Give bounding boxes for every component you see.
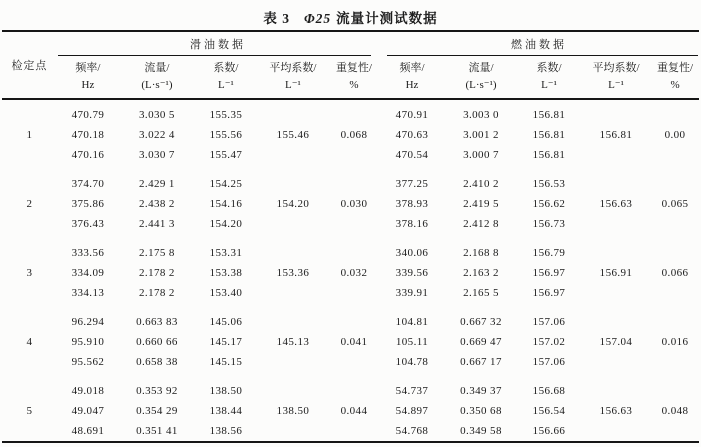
cell-oil-avg — [257, 303, 329, 332]
cell-oil-freq: 375.86 — [71, 198, 105, 210]
cell-oil-avg: 145.13 — [276, 336, 310, 348]
cell-fuel-coef: 156.81 — [532, 149, 566, 161]
cell-fuel-freq: 54.897 — [395, 405, 429, 417]
cell-fuel-avg — [581, 165, 651, 194]
cell-oil-avg: 155.46 — [276, 129, 310, 141]
cell-oil-coef: 138.50 — [209, 385, 243, 397]
col-label: 频率/ — [75, 61, 101, 74]
cell-point — [2, 283, 57, 303]
cell-fuel-coef: 157.06 — [532, 316, 566, 328]
table-row — [2, 401, 699, 421]
table-row — [2, 194, 699, 214]
cell-oil-coef: 154.20 — [209, 218, 243, 230]
col-header-fuel-flow — [445, 56, 517, 99]
cell-fuel-flow: 2.412 8 — [463, 218, 499, 230]
cell-oil-freq: 376.43 — [71, 218, 105, 230]
table-row — [2, 99, 699, 125]
cell-oil-rep: 0.041 — [340, 336, 368, 348]
cell-fuel-freq: 104.78 — [395, 356, 429, 368]
col-header-oil-freq — [57, 56, 119, 99]
cell-point: 3 — [26, 267, 33, 279]
col-unit: L⁻¹ — [285, 79, 301, 91]
table-row — [2, 263, 699, 283]
table-row — [2, 352, 699, 372]
cell-oil-freq: 374.70 — [71, 178, 105, 190]
cell-oil-freq: 333.56 — [71, 247, 105, 259]
col-header-point: 检定点 — [2, 31, 57, 99]
cell-fuel-avg: 156.81 — [599, 129, 633, 141]
cell-fuel-flow: 0.349 58 — [460, 425, 502, 437]
table-row — [2, 214, 699, 234]
cell-oil-coef: 138.56 — [209, 425, 243, 437]
cell-oil-avg — [257, 165, 329, 194]
cell-fuel-avg — [581, 99, 651, 125]
cell-oil-rep — [329, 145, 379, 165]
table-row — [2, 165, 699, 194]
cell-fuel-rep — [651, 303, 699, 332]
cell-fuel-rep — [651, 283, 699, 303]
cell-fuel-rep — [651, 352, 699, 372]
cell-point — [2, 303, 57, 332]
col-label: 重复性/ — [335, 61, 372, 74]
cell-point: 1 — [26, 129, 33, 141]
cell-fuel-freq: 378.16 — [395, 218, 429, 230]
cell-oil-flow: 0.663 83 — [136, 316, 178, 328]
cell-fuel-flow: 2.163 2 — [463, 267, 499, 279]
cell-oil-freq: 95.562 — [71, 356, 105, 368]
table-row — [2, 125, 699, 145]
cell-oil-flow: 2.178 2 — [139, 267, 175, 279]
cell-point: 5 — [26, 405, 33, 417]
table-row — [2, 372, 699, 401]
cell-fuel-avg: 156.63 — [599, 405, 633, 417]
table-number: 表 3 — [263, 11, 290, 26]
cell-fuel-rep: 0.066 — [661, 267, 689, 279]
cell-fuel-freq: 340.06 — [395, 247, 429, 259]
cell-fuel-freq: 378.93 — [395, 198, 429, 210]
cell-oil-coef: 145.17 — [209, 336, 243, 348]
cell-fuel-coef: 156.81 — [532, 129, 566, 141]
cell-point: 4 — [26, 336, 33, 348]
col-unit: (L·s⁻¹) — [141, 79, 173, 91]
col-label: 流量/ — [144, 61, 170, 74]
cell-oil-rep — [329, 214, 379, 234]
cell-fuel-flow: 3.003 0 — [463, 109, 499, 121]
cell-oil-avg — [257, 214, 329, 234]
column-header-row — [2, 56, 699, 99]
cell-oil-coef: 153.38 — [209, 267, 243, 279]
cell-point — [2, 352, 57, 372]
cell-oil-flow: 2.175 8 — [139, 247, 175, 259]
cell-oil-flow: 2.438 2 — [139, 198, 175, 210]
col-label: 频率/ — [399, 61, 425, 74]
col-header-oil-flow — [119, 56, 195, 99]
cell-point — [2, 214, 57, 234]
col-unit: % — [670, 79, 680, 91]
col-label: 重复性/ — [657, 61, 694, 74]
cell-fuel-coef: 156.68 — [532, 385, 566, 397]
cell-point — [2, 99, 57, 125]
cell-oil-coef: 155.56 — [209, 129, 243, 141]
cell-oil-flow: 0.353 92 — [136, 385, 178, 397]
cell-oil-avg: 138.50 — [276, 405, 310, 417]
cell-fuel-freq: 104.81 — [395, 316, 429, 328]
cell-fuel-freq: 470.63 — [395, 129, 429, 141]
cell-fuel-flow: 2.168 8 — [463, 247, 499, 259]
cell-oil-flow: 0.660 66 — [136, 336, 178, 348]
cell-fuel-avg — [581, 303, 651, 332]
col-header-fuel-avg — [581, 56, 651, 99]
cell-oil-flow: 3.030 5 — [139, 109, 175, 121]
group-header-oil: 滑油数据 — [57, 31, 379, 56]
cell-oil-coef: 153.40 — [209, 287, 243, 299]
col-unit: L⁻¹ — [541, 79, 557, 91]
cell-point — [2, 372, 57, 401]
cell-oil-freq: 470.18 — [71, 129, 105, 141]
cell-oil-freq: 95.910 — [71, 336, 105, 348]
cell-oil-freq: 49.018 — [71, 385, 105, 397]
col-unit: Hz — [81, 79, 95, 91]
cell-oil-freq: 334.13 — [71, 287, 105, 299]
cell-fuel-rep — [651, 165, 699, 194]
cell-oil-coef: 154.25 — [209, 178, 243, 190]
cell-fuel-avg — [581, 234, 651, 263]
cell-fuel-freq: 54.737 — [395, 385, 429, 397]
cell-oil-freq: 96.294 — [71, 316, 105, 328]
cell-fuel-coef: 157.02 — [532, 336, 566, 348]
cell-oil-coef: 155.35 — [209, 109, 243, 121]
cell-fuel-coef: 157.06 — [532, 356, 566, 368]
cell-fuel-coef: 156.62 — [532, 198, 566, 210]
cell-fuel-avg: 156.63 — [599, 198, 633, 210]
col-header-fuel-rep — [651, 56, 699, 99]
cell-oil-flow: 3.022 4 — [139, 129, 175, 141]
cell-oil-coef: 153.31 — [209, 247, 243, 259]
cell-oil-avg — [257, 421, 329, 442]
cell-oil-coef: 145.06 — [209, 316, 243, 328]
cell-oil-rep — [329, 352, 379, 372]
flowmeter-data-table — [2, 30, 699, 443]
cell-fuel-avg: 157.04 — [599, 336, 633, 348]
col-unit: % — [349, 79, 359, 91]
cell-fuel-flow: 2.410 2 — [463, 178, 499, 190]
cell-fuel-flow: 3.001 2 — [463, 129, 499, 141]
cell-fuel-flow: 0.667 32 — [460, 316, 502, 328]
col-label: 系数/ — [213, 61, 239, 74]
cell-fuel-flow: 0.667 17 — [460, 356, 502, 368]
cell-fuel-flow: 2.165 5 — [463, 287, 499, 299]
table-caption-phi: Φ25 — [303, 11, 332, 26]
cell-point — [2, 165, 57, 194]
cell-oil-rep — [329, 303, 379, 332]
cell-fuel-avg — [581, 352, 651, 372]
cell-point — [2, 145, 57, 165]
cell-oil-avg: 153.36 — [276, 267, 310, 279]
cell-oil-rep — [329, 421, 379, 442]
cell-fuel-coef: 156.97 — [532, 287, 566, 299]
col-header-fuel-coef — [517, 56, 581, 99]
cell-oil-flow: 0.354 29 — [136, 405, 178, 417]
cell-fuel-freq: 470.54 — [395, 149, 429, 161]
group-header-row — [2, 31, 699, 56]
cell-oil-avg — [257, 234, 329, 263]
cell-fuel-rep — [651, 234, 699, 263]
cell-fuel-coef: 156.81 — [532, 109, 566, 121]
cell-oil-avg — [257, 283, 329, 303]
col-unit: L⁻¹ — [608, 79, 624, 91]
cell-oil-coef: 155.47 — [209, 149, 243, 161]
cell-oil-flow: 2.441 3 — [139, 218, 175, 230]
cell-oil-rep — [329, 234, 379, 263]
col-label: 平均系数/ — [269, 61, 317, 74]
cell-point — [2, 421, 57, 442]
table-row — [2, 332, 699, 352]
cell-fuel-rep — [651, 214, 699, 234]
table-row — [2, 303, 699, 332]
cell-oil-freq: 48.691 — [71, 425, 105, 437]
cell-fuel-avg — [581, 145, 651, 165]
cell-oil-avg — [257, 352, 329, 372]
table-row — [2, 283, 699, 303]
cell-point — [2, 234, 57, 263]
cell-fuel-flow: 0.350 68 — [460, 405, 502, 417]
cell-fuel-avg — [581, 214, 651, 234]
col-label: 平均系数/ — [592, 61, 640, 74]
cell-oil-rep: 0.030 — [340, 198, 368, 210]
cell-fuel-freq: 54.768 — [395, 425, 429, 437]
cell-fuel-flow: 2.419 5 — [463, 198, 499, 210]
cell-fuel-freq: 339.91 — [395, 287, 429, 299]
cell-fuel-rep: 0.00 — [664, 129, 686, 141]
cell-fuel-avg — [581, 372, 651, 401]
cell-oil-rep: 0.044 — [340, 405, 368, 417]
cell-oil-avg — [257, 372, 329, 401]
cell-oil-freq: 470.16 — [71, 149, 105, 161]
cell-fuel-avg — [581, 421, 651, 442]
col-label: 系数/ — [536, 61, 562, 74]
col-label: 流量/ — [468, 61, 494, 74]
cell-oil-avg — [257, 99, 329, 125]
group-header-fuel: 燃油数据 — [379, 31, 699, 56]
cell-oil-rep — [329, 283, 379, 303]
cell-oil-flow: 3.030 7 — [139, 149, 175, 161]
cell-fuel-freq: 470.91 — [395, 109, 429, 121]
cell-fuel-avg: 156.91 — [599, 267, 633, 279]
cell-fuel-coef: 156.79 — [532, 247, 566, 259]
cell-fuel-coef: 156.73 — [532, 218, 566, 230]
cell-fuel-rep — [651, 99, 699, 125]
cell-oil-rep — [329, 372, 379, 401]
cell-fuel-coef: 156.66 — [532, 425, 566, 437]
cell-fuel-freq: 105.11 — [395, 336, 429, 348]
cell-oil-flow: 0.658 38 — [136, 356, 178, 368]
cell-fuel-rep — [651, 421, 699, 442]
cell-point: 2 — [26, 198, 33, 210]
cell-oil-rep: 0.068 — [340, 129, 368, 141]
cell-fuel-coef: 156.54 — [532, 405, 566, 417]
cell-fuel-freq: 339.56 — [395, 267, 429, 279]
col-header-oil-rep — [329, 56, 379, 99]
cell-oil-rep: 0.032 — [340, 267, 368, 279]
cell-oil-flow: 0.351 41 — [136, 425, 178, 437]
table-header — [2, 31, 699, 99]
col-unit: L⁻¹ — [218, 79, 234, 91]
cell-oil-avg — [257, 145, 329, 165]
cell-fuel-rep: 0.048 — [661, 405, 689, 417]
table-row — [2, 145, 699, 165]
cell-fuel-freq: 377.25 — [395, 178, 429, 190]
cell-oil-flow: 2.178 2 — [139, 287, 175, 299]
col-unit: Hz — [405, 79, 419, 91]
cell-oil-freq: 334.09 — [71, 267, 105, 279]
cell-oil-flow: 2.429 1 — [139, 178, 175, 190]
cell-fuel-flow: 3.000 7 — [463, 149, 499, 161]
cell-fuel-flow: 0.349 37 — [460, 385, 502, 397]
cell-oil-coef: 138.44 — [209, 405, 243, 417]
cell-fuel-flow: 0.669 47 — [460, 336, 502, 348]
cell-oil-freq: 49.047 — [71, 405, 105, 417]
cell-oil-avg: 154.20 — [276, 198, 310, 210]
cell-fuel-coef: 156.53 — [532, 178, 566, 190]
col-unit: (L·s⁻¹) — [465, 79, 497, 91]
cell-oil-rep — [329, 99, 379, 125]
cell-fuel-rep: 0.016 — [661, 336, 689, 348]
table-body — [2, 99, 699, 442]
cell-fuel-avg — [581, 283, 651, 303]
col-header-fuel-freq — [379, 56, 445, 99]
table-caption: 流量计测试数据 — [336, 11, 438, 26]
cell-oil-coef: 145.15 — [209, 356, 243, 368]
table-row — [2, 234, 699, 263]
cell-fuel-rep — [651, 145, 699, 165]
table-row — [2, 421, 699, 442]
col-header-oil-coef — [195, 56, 257, 99]
table-title — [0, 0, 701, 30]
cell-fuel-rep — [651, 372, 699, 401]
cell-oil-rep — [329, 165, 379, 194]
cell-oil-coef: 154.16 — [209, 198, 243, 210]
cell-oil-freq: 470.79 — [71, 109, 105, 121]
col-header-oil-avg — [257, 56, 329, 99]
cell-fuel-rep: 0.065 — [661, 198, 689, 210]
cell-fuel-coef: 156.97 — [532, 267, 566, 279]
